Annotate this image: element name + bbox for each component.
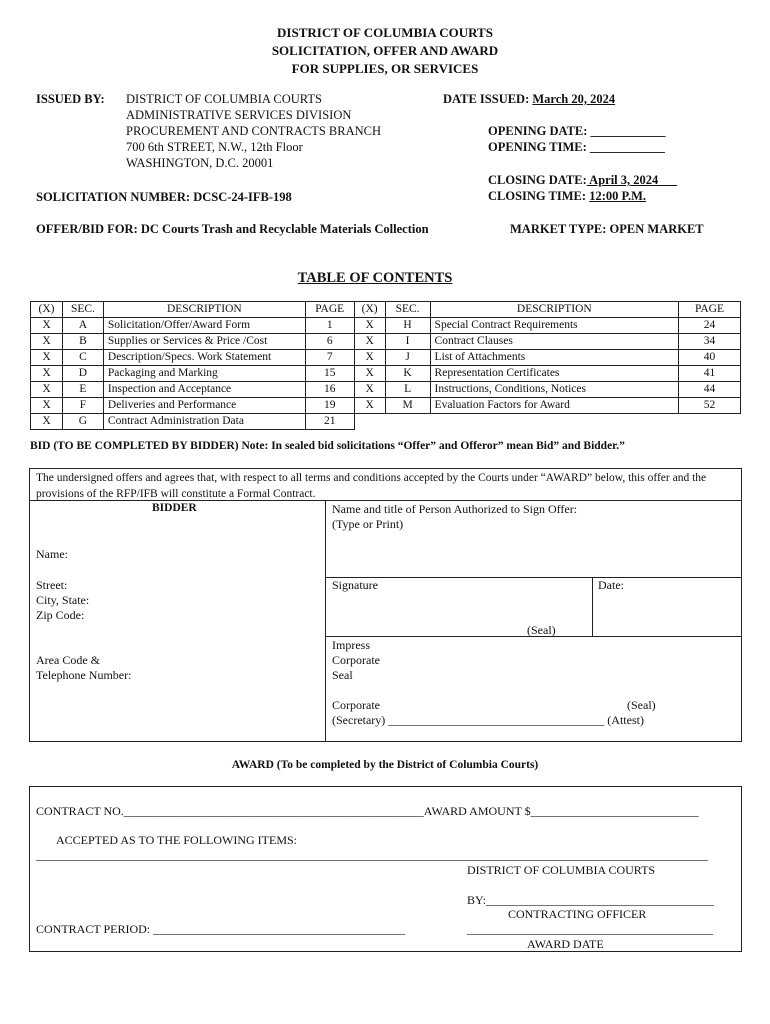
toc-cell-description: Representation Certificates bbox=[430, 366, 679, 382]
toc-row bbox=[31, 318, 741, 334]
toc-cell-page bbox=[679, 414, 741, 430]
offer-center-divider bbox=[325, 500, 326, 742]
toc-cell-description: Contract Administration Data bbox=[103, 414, 305, 430]
secretary-attest-line: (Secretary) ____________________________________ (Attest) bbox=[332, 713, 644, 727]
toc-cell-sec: B bbox=[62, 334, 103, 350]
toc-cell-sec: M bbox=[385, 398, 430, 414]
toc-cell-sec: E bbox=[62, 382, 103, 398]
toc-cell-sec: C bbox=[62, 350, 103, 366]
attest-seal-label: (Seal) bbox=[627, 698, 656, 712]
toc-cell-x: X bbox=[354, 382, 385, 398]
toc-cell-x: X bbox=[354, 398, 385, 414]
toc-cell-page: 44 bbox=[679, 382, 741, 398]
offer-statement: The undersigned offers and agrees that, with respect to all terms and conditions accepted by the Courts under “AWARD” below, this offer and the provisions of the RFP/IFB will constitute a Formal Contract. bbox=[36, 472, 707, 500]
impress-label: Impress bbox=[332, 638, 370, 652]
bid-note: BID (TO BE COMPLETED BY BIDDER) Note: In sealed bid solicitations “Offer” and Offeror” mean Bid” and Bidder.” bbox=[30, 440, 625, 452]
toc-cell-description: Contract Clauses bbox=[430, 334, 679, 350]
closing-time bbox=[488, 189, 646, 204]
toc-cell-sec bbox=[385, 414, 430, 430]
market-type: MARKET TYPE: OPEN MARKET bbox=[510, 222, 704, 236]
contract-period: CONTRACT PERIOD: __________________________________________ bbox=[36, 922, 406, 936]
toc-cell-description bbox=[430, 414, 679, 430]
issuer-line-5: WASHINGTON, D.C. 20001 bbox=[126, 156, 274, 170]
toc-cell-description: Packaging and Marking bbox=[103, 366, 305, 382]
contract-no-award-amount: CONTRACT NO.__________________________________________________AWARD AMOUNT $____________________________ bbox=[36, 804, 699, 818]
toc-cell-description: Special Contract Requirements bbox=[430, 318, 679, 334]
award-date-line: _________________________________________ bbox=[467, 922, 713, 936]
form-title-line2: SOLICITATION, OFFER AND AWARD bbox=[271, 43, 499, 58]
toc-row bbox=[31, 382, 741, 398]
signature-label: Signature bbox=[332, 578, 378, 592]
toc-cell-page: 7 bbox=[305, 350, 354, 366]
toc-cell-x: X bbox=[354, 318, 385, 334]
seal-label: Seal bbox=[332, 668, 353, 682]
form-title-line3: FOR SUPPLIES, OR SERVICES bbox=[291, 61, 479, 76]
toc-cell-x: X bbox=[354, 350, 385, 366]
toc-header-x: (X) bbox=[31, 302, 63, 318]
toc-cell-description: Supplies or Services & Price /Cost bbox=[103, 334, 305, 350]
toc-cell-page: 1 bbox=[305, 318, 354, 334]
toc-table bbox=[30, 301, 741, 430]
area-code-label: Area Code & bbox=[36, 653, 100, 667]
bidder-name-label: Name: bbox=[36, 547, 68, 561]
solicitation-number: SOLICITATION NUMBER: DCSC-24-IFB-198 bbox=[36, 190, 292, 204]
award-heading: AWARD (To be completed by the District of Columbia Courts) bbox=[231, 759, 539, 771]
issued-by-label: ISSUED BY: bbox=[36, 92, 105, 106]
toc-header-x: (X) bbox=[354, 302, 385, 318]
bidder-city-label: City, State: bbox=[36, 593, 90, 607]
award-dc-courts: DISTRICT OF COLUMBIA COURTS bbox=[467, 863, 656, 877]
name-title-label: Name and title of Person Authorized to Sign Offer: bbox=[332, 502, 578, 516]
issuer-line-4: 700 6th STREET, N.W., 12th Floor bbox=[126, 140, 303, 154]
bidder-zip-label: Zip Code: bbox=[36, 608, 85, 622]
toc-cell-page: 6 bbox=[305, 334, 354, 350]
toc-cell-sec: D bbox=[62, 366, 103, 382]
toc-cell-sec: J bbox=[385, 350, 430, 366]
toc-header-description: DESCRIPTION bbox=[430, 302, 679, 318]
toc-row bbox=[31, 398, 741, 414]
corporate-label: Corporate bbox=[332, 653, 380, 667]
toc-cell-page: 52 bbox=[679, 398, 741, 414]
toc-cell-x: X bbox=[31, 398, 63, 414]
toc-row bbox=[31, 366, 741, 382]
toc-header-row bbox=[31, 302, 741, 318]
toc-header-sec: SEC. bbox=[385, 302, 430, 318]
accepted-items-label: ACCEPTED AS TO THE FOLLOWING ITEMS: bbox=[56, 833, 298, 847]
accepted-items-line: ________________________________________________________________________________________________________________ bbox=[36, 848, 708, 862]
toc-cell-page: 15 bbox=[305, 366, 354, 382]
toc-cell-x: X bbox=[31, 318, 63, 334]
toc-cell-x: X bbox=[354, 366, 385, 382]
toc-cell-description: Solicitation/Offer/Award Form bbox=[103, 318, 305, 334]
toc-cell-sec: G bbox=[62, 414, 103, 430]
toc-cell-page: 21 bbox=[305, 414, 354, 430]
toc-cell-x: X bbox=[31, 334, 63, 350]
toc-cell-x: X bbox=[31, 366, 63, 382]
toc-title: TABLE OF CONTENTS bbox=[297, 270, 453, 286]
award-date-label: AWARD DATE bbox=[527, 937, 604, 951]
date-issued bbox=[443, 92, 615, 107]
toc-cell-sec: F bbox=[62, 398, 103, 414]
issuer-line-3: PROCUREMENT AND CONTRACTS BRANCH bbox=[126, 124, 382, 138]
toc-row bbox=[31, 334, 741, 350]
toc-cell-page: 16 bbox=[305, 382, 354, 398]
bidder-heading: BIDDER bbox=[152, 502, 197, 514]
closing-time-value: 12:00 P.M. bbox=[589, 189, 647, 203]
closing-time-label: CLOSING TIME: bbox=[488, 189, 587, 203]
contracting-officer-label: CONTRACTING OFFICER bbox=[508, 907, 647, 921]
type-or-print-label: (Type or Print) bbox=[332, 517, 404, 531]
opening-time: OPENING TIME: ____________ bbox=[488, 140, 665, 154]
toc-row bbox=[31, 414, 741, 430]
toc-cell-description: Inspection and Acceptance bbox=[103, 382, 305, 398]
opening-date: OPENING DATE: ____________ bbox=[488, 124, 666, 138]
signature-top-divider bbox=[325, 577, 742, 578]
toc-header-description: DESCRIPTION bbox=[103, 302, 305, 318]
toc-cell-page: 40 bbox=[679, 350, 741, 366]
toc-cell-page: 34 bbox=[679, 334, 741, 350]
form-title-line1: DISTRICT OF COLUMBIA COURTS bbox=[277, 25, 493, 40]
closing-date-value: April 3, 2024___ bbox=[586, 173, 678, 187]
date-divider bbox=[592, 577, 593, 636]
toc-cell-description: List of Attachments bbox=[430, 350, 679, 366]
toc-cell-x: X bbox=[31, 382, 63, 398]
toc-cell-description: Instructions, Conditions, Notices bbox=[430, 382, 679, 398]
date-issued-value: March 20, 2024 bbox=[532, 92, 616, 106]
offer-divider bbox=[29, 500, 742, 501]
issuer-line-1: DISTRICT OF COLUMBIA COURTS bbox=[126, 92, 322, 106]
toc-cell-description: Description/Specs. Work Statement bbox=[103, 350, 305, 366]
signature-seal-label: (Seal) bbox=[527, 623, 556, 637]
toc-cell-x: X bbox=[31, 350, 63, 366]
toc-header-page: PAGE bbox=[679, 302, 741, 318]
toc-row bbox=[31, 350, 741, 366]
toc-cell-sec: I bbox=[385, 334, 430, 350]
toc-cell-sec: A bbox=[62, 318, 103, 334]
closing-date-label: CLOSING DATE: bbox=[488, 173, 587, 187]
toc-cell-page: 41 bbox=[679, 366, 741, 382]
corporate-secretary-label: Corporate bbox=[332, 698, 380, 712]
by-signature-line: BY:______________________________________ bbox=[467, 893, 714, 907]
toc-cell-sec: K bbox=[385, 366, 430, 382]
telephone-label: Telephone Number: bbox=[36, 668, 132, 682]
date-issued-label: DATE ISSUED: bbox=[443, 92, 530, 106]
toc-cell-page: 19 bbox=[305, 398, 354, 414]
toc-cell-x: X bbox=[354, 334, 385, 350]
issuer-line-2: ADMINISTRATIVE SERVICES DIVISION bbox=[126, 108, 352, 122]
toc-cell-x bbox=[354, 414, 385, 430]
toc-cell-sec: H bbox=[385, 318, 430, 334]
closing-date bbox=[488, 173, 677, 188]
toc-cell-description: Evaluation Factors for Award bbox=[430, 398, 679, 414]
toc-cell-sec: L bbox=[385, 382, 430, 398]
toc-cell-x: X bbox=[31, 414, 63, 430]
toc-cell-page: 24 bbox=[679, 318, 741, 334]
date-label: Date: bbox=[598, 578, 624, 592]
toc-header-page: PAGE bbox=[305, 302, 354, 318]
offer-for: OFFER/BID FOR: DC Courts Trash and Recyclable Materials Collection bbox=[36, 222, 429, 236]
toc-header-sec: SEC. bbox=[62, 302, 103, 318]
bidder-street-label: Street: bbox=[36, 578, 68, 592]
toc-cell-description: Deliveries and Performance bbox=[103, 398, 305, 414]
